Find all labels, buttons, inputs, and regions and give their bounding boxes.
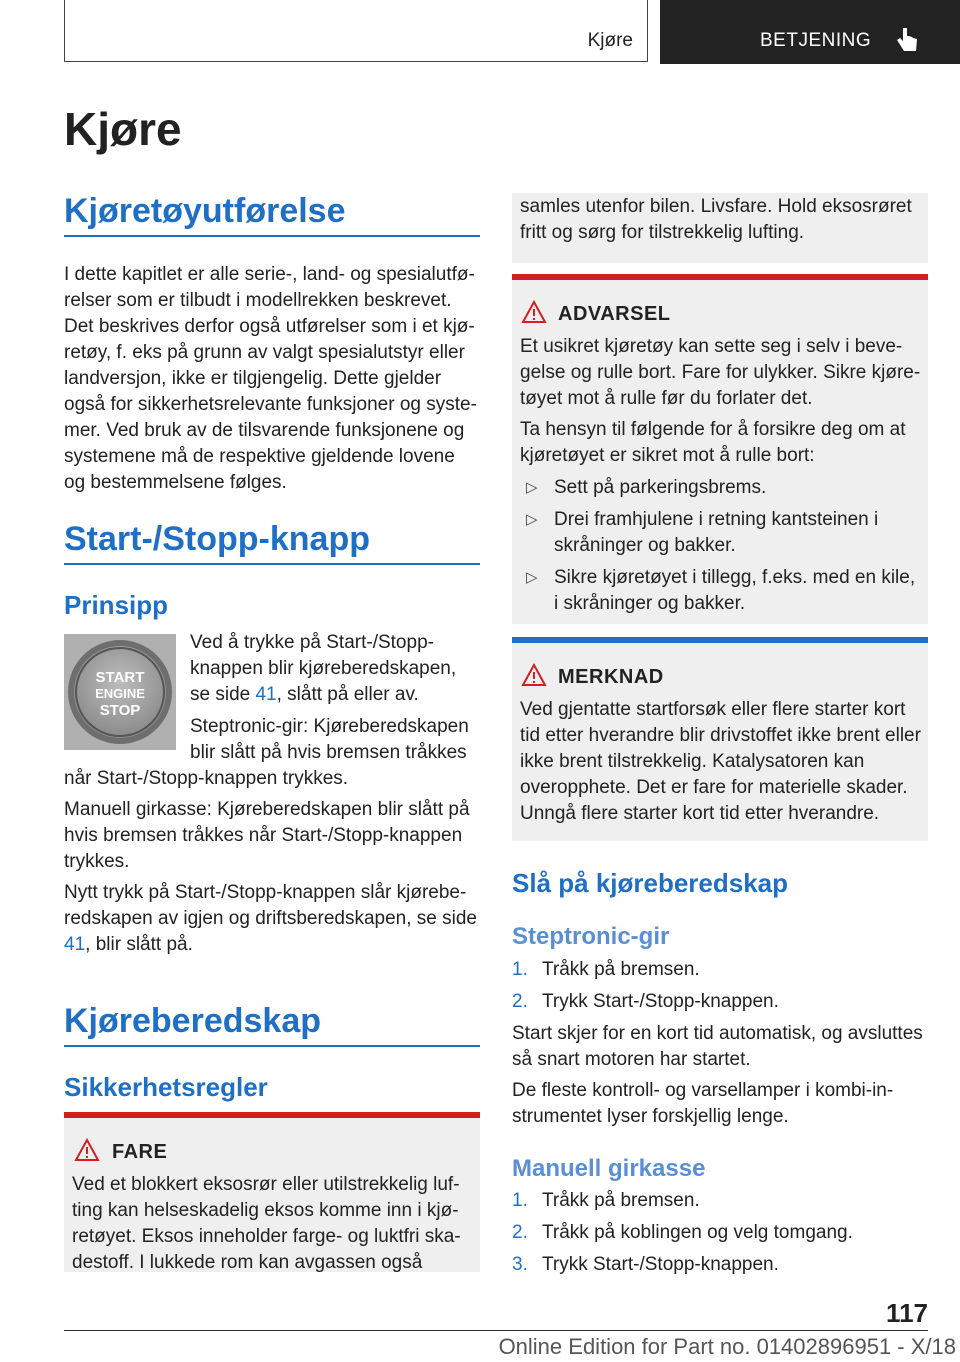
paragraph-steptronic-1: Start skjer for en kort tid automatisk, og avsluttes så snart motoren har startet.: [512, 1023, 923, 1070]
heading-kjoretoyutforelse: Kjøretøyutførelse: [64, 192, 346, 230]
paragraph-prinsipp-2b: når Start-/Stopp-knappen trykkes.: [64, 768, 349, 789]
page-link-41[interactable]: 41: [64, 934, 86, 955]
paragraph-prinsipp-4: [64, 880, 480, 958]
paragraph-kjoretoy: I dette kapitlet er alle serie-, land- og spesialutførelser som er tilbudt i modellrekken beskrevet. Det beskrives derfor også utførelser som i et kjøretøy, f. eks på grunn av valgt spesialutstyr eller landversjon, ikke er tilgjengelig. Dette gjelder også for sikkerhetsrelevante funksjoner og systemer. Ved bruk av de tilsvarende funksjonene og systemene må de respektive gjeldende lovene og bestemmelsene følges.: [64, 264, 477, 493]
page-number: 117: [886, 1298, 928, 1328]
list-item: [512, 1220, 928, 1246]
warning-list: [512, 475, 916, 623]
heading-sla-pa-kjoreberedskap: Slå på kjøreberedskap: [512, 868, 789, 898]
paragraph-prinsipp-1: [190, 630, 480, 708]
list-item: ▷ Drei framhjulene i retning kantsteinen i skråninger og bakker.: [512, 507, 916, 559]
warning-text-1: Et usikret kjøretøy kan sette seg i selv i bevegelse og rulle bort. Fare for ulykker. Sikre kjøretøyet mot å rulle før du forlater det.: [520, 336, 921, 409]
step-text: Tråkk på bremsen.: [542, 1190, 700, 1211]
notice-title: MERKNAD: [558, 666, 664, 688]
warning-text-2: Ta hensyn til følgende for å forsikre deg om at kjøretøyet er sikret mot å rulle bort:: [520, 419, 906, 466]
heading-start-stopp: Start-/Stopp-knapp: [64, 520, 370, 558]
list-item: [512, 1188, 928, 1214]
list-item: [512, 989, 928, 1015]
paragraph-prinsipp-3: Manuell girkasse: Kjøreberedskapen blir slått på hvis bremsen tråkkes når Start-/Stopp-knappen trykkes.: [64, 799, 470, 872]
manuell-steps: [512, 1188, 928, 1284]
footer-edition: Online Edition for Part no. 01402896951 - X/18: [498, 1334, 956, 1359]
step-number: 3.: [512, 1254, 528, 1275]
text-run: Ved å trykke på Start-/Stopp-knappen blir kjøreberedskapen, se side: [190, 632, 457, 705]
hand-pointer-icon: [894, 26, 920, 54]
paragraph-prinsipp-2a: Steptronic-gir: Kjøreberedskapen blir slått på hvis bremsen tråkkes: [190, 716, 469, 763]
heading-rule: [64, 235, 480, 237]
step-text: Tråkk på koblingen og velg tomgang.: [542, 1222, 853, 1243]
text-run: , blir slått på.: [85, 934, 193, 955]
steptronic-steps: [512, 957, 928, 1021]
warning-triangle-icon: [521, 300, 547, 324]
page-title: Kjøre: [64, 103, 182, 155]
header-chapter-title: BETJENING: [760, 30, 872, 51]
button-label-engine: ENGINE: [95, 686, 145, 701]
danger-text-continued: samles utenfor bilen. Livsfare. Hold eksosrøret fritt og sørg for tilstrekkelig lufting.: [520, 196, 912, 243]
page-link-41[interactable]: 41: [255, 684, 277, 705]
step-text: Trykk Start-/Stopp-knappen.: [542, 1254, 779, 1275]
list-item: ▷ Sett på parkeringsbrems.: [512, 475, 916, 501]
header-section-box: [64, 0, 648, 62]
header-section-title: Kjøre: [587, 30, 633, 51]
heading-manuell-girkasse: Manuell girkasse: [512, 1155, 706, 1182]
step-number: 2.: [512, 1222, 528, 1243]
list-item: [512, 957, 928, 983]
step-number: 1.: [512, 959, 528, 980]
warning-title: ADVARSEL: [558, 303, 671, 325]
text-run: , slått på eller av.: [276, 684, 419, 705]
heading-steptronic: Steptronic-gir: [512, 923, 670, 950]
start-stop-button-image: [64, 634, 176, 750]
text-run: Nytt trykk på Start-/Stopp-knappen slår kjøreberedskapen av igjen og driftsberedskapen, se side: [64, 882, 477, 929]
list-item: ▷ Sikre kjøretøyet i tillegg, f.eks. med en kile, i skråninger og bakker.: [512, 565, 916, 617]
heading-prinsipp: Prinsipp: [64, 590, 169, 620]
button-label-stop: STOP: [99, 702, 141, 719]
list-item: [512, 1252, 928, 1278]
danger-text: Ved et blokkert eksosrør eller utilstrekkelig lufting kan helseskadelig eksos komme inn i kjøretøyet. Eksos inneholder farge- og luktfri skadestoff. I lukkede rom kan avgassen også: [72, 1174, 461, 1273]
warning-triangle-icon: [74, 1138, 100, 1162]
paragraph-steptronic-2: De fleste kontroll- og varsellamper i kombi-instrumentet lyser forskjellig lenge.: [512, 1080, 894, 1127]
step-text: Trykk Start-/Stopp-knappen.: [542, 991, 779, 1012]
step-number: 1.: [512, 1190, 528, 1211]
button-label-start: START: [95, 669, 145, 686]
heading-rule: [64, 563, 480, 565]
footer-rule: [64, 1330, 928, 1331]
danger-title: FARE: [112, 1141, 168, 1163]
heading-kjoreberedskap: Kjøreberedskap: [64, 1002, 321, 1040]
notice-text: Ved gjentatte startforsøk eller flere starter kort tid etter hverandre blir drivstoffet ikke brent eller ikke brent tilstrekkelig. Katalysatoren kan overopphete. Det er fare for materielle skader. Unngå flere starter kort tid etter hverandre.: [520, 699, 921, 824]
notice-triangle-icon: [521, 663, 547, 687]
step-text: Tråkk på bremsen.: [542, 959, 700, 980]
step-number: 2.: [512, 991, 528, 1012]
heading-rule: [64, 1045, 480, 1047]
heading-sikkerhetsregler: Sikkerhetsregler: [64, 1072, 268, 1102]
